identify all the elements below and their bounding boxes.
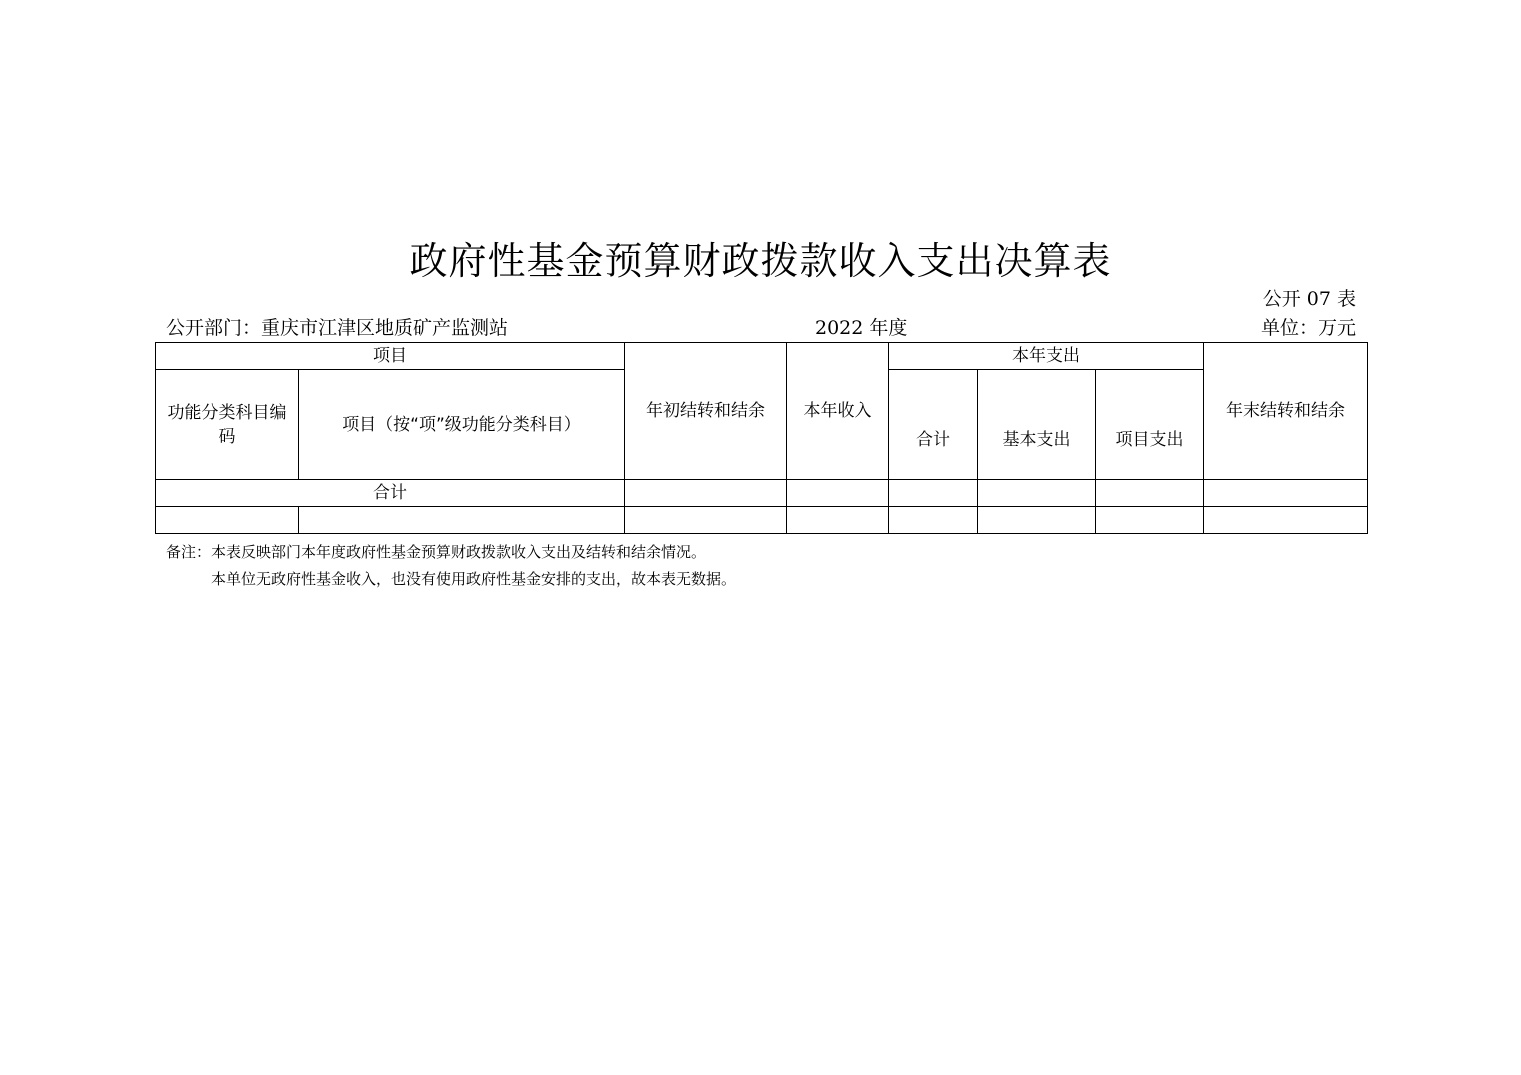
header-row-1 xyxy=(156,343,1368,370)
cell-opening-balance xyxy=(625,507,787,534)
cell-expense-total xyxy=(889,507,978,534)
total-basic-expense xyxy=(978,480,1096,507)
header-current-expense: 本年支出 xyxy=(889,343,1204,370)
header-project-expense: 项目支出 xyxy=(1096,370,1204,480)
cell-current-income xyxy=(787,507,889,534)
header-closing-balance: 年末结转和结余 xyxy=(1204,343,1368,480)
cell-func-code xyxy=(156,507,299,534)
cell-project-expense xyxy=(1096,507,1204,534)
total-row xyxy=(156,480,1368,507)
table-row xyxy=(156,507,1368,534)
cell-basic-expense xyxy=(978,507,1096,534)
document-title: 政府性基金预算财政拨款收入支出决算表 xyxy=(409,239,1112,283)
total-current-income xyxy=(787,480,889,507)
fiscal-year: 2022 年度 xyxy=(815,317,908,339)
header-current-income: 本年收入 xyxy=(787,343,889,480)
header-opening-balance: 年初结转和结余 xyxy=(625,343,787,480)
total-row-label: 合计 xyxy=(156,480,625,507)
header-basic-expense: 基本支出 xyxy=(978,370,1096,480)
header-expense-total: 合计 xyxy=(889,370,978,480)
total-project-expense xyxy=(1096,480,1204,507)
note-line-1: 备注：本表反映部门本年度政府性基金预算财政拨款收入支出及结转和结余情况。 xyxy=(166,543,707,561)
header-project-name: 项目（按“项”级功能分类科目） xyxy=(299,370,625,480)
total-expense-total xyxy=(889,480,978,507)
header-project: 项目 xyxy=(156,343,625,370)
department-label: 公开部门：重庆市江津区地质矿产监测站 xyxy=(166,317,509,339)
form-number: 公开 07 表 xyxy=(1262,288,1356,310)
cell-closing-balance xyxy=(1204,507,1368,534)
total-opening-balance xyxy=(625,480,787,507)
note-line-2: 本单位无政府性基金收入，也没有使用政府性基金安排的支出，故本表无数据。 xyxy=(211,570,737,588)
budget-table xyxy=(155,342,1368,534)
total-closing-balance xyxy=(1204,480,1368,507)
header-func-code: 功能分类科目编码 xyxy=(156,370,299,480)
cell-project-name xyxy=(299,507,625,534)
unit-label: 单位：万元 xyxy=(1260,317,1356,339)
